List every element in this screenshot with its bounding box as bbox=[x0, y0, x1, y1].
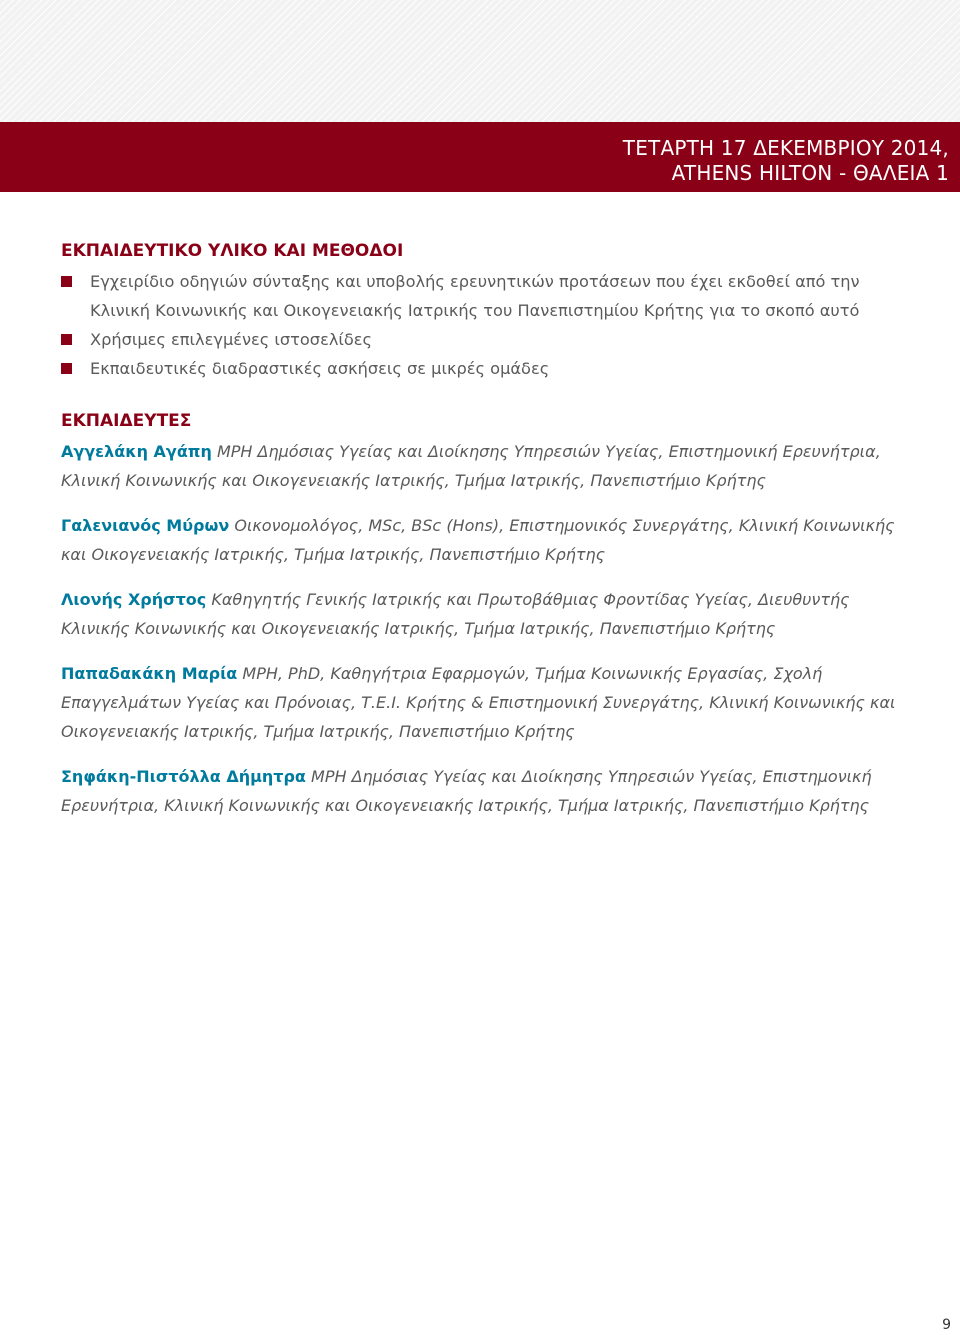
list-item bbox=[61, 325, 921, 354]
trainer-entry bbox=[61, 585, 921, 643]
trainer-description: Οικονομολόγος, MSc, BSc (Hons), Επιστημονικός Συνεργάτης, Κλινική Κοινωνικής και Οικογενειακής Ιατρικής, Τμήμα Ιατρικής, Πανεπιστήμιο Κρήτης bbox=[61, 516, 895, 564]
trainer-description: Καθηγητής Γενικής Ιατρικής και Πρωτοβάθμιας Φροντίδας Υγείας, Διευθυντής Κλινικής Κοινωνικής και Οικογενειακής Ιατρικής, Τμήμα Ιατρικής, Πανεπιστήμιο Κρήτης bbox=[61, 590, 850, 638]
trainer-description: MPH Δημόσιας Υγείας και Διοίκησης Υπηρεσιών Υγείας, Επιστημονική Ερευνήτρια, Κλινική Κοινωνικής και Οικογενειακής Ιατρικής, Τμήμα Ιατρικής, Πανεπιστήμιο Κρήτης bbox=[61, 767, 872, 815]
banner-date: ΤΕΤΑΡΤΗ 17 ΔΕΚΕΜΒΡΙΟΥ 2014, bbox=[622, 136, 949, 160]
banner-venue: ATHENS HILTON - ΘΑΛΕΙΑ 1 bbox=[671, 161, 949, 185]
trainers-title: ΕΚΠΑΙΔΕΥΤΕΣ bbox=[61, 411, 192, 431]
trainer-name: Γαλενιανός Μύρων bbox=[61, 516, 230, 535]
trainer-description: MPH, PhD, Καθηγήτρια Εφαρμογών, Τμήμα Κοινωνικής Εργασίας, Σχολή Επαγγελμάτων Υγείας και Πρόνοιας, Τ.Ε.Ι. Κρήτης & Επιστημονική Συνεργάτης, Κλινική Κοινωνικής και Οικογενειακής Ιατρικής, Τμήμα Ιατρικής, Πανεπιστήμιο Κρήτης bbox=[61, 664, 896, 741]
list-item bbox=[61, 354, 921, 383]
list-item-text: Χρήσιμες επιλεγμένες ιστοσελίδες bbox=[90, 330, 373, 349]
trainer-name: Αγγελάκη Αγάπη bbox=[61, 442, 212, 461]
trainer-name: Λιονής Χρήστος bbox=[61, 590, 207, 609]
page-content bbox=[61, 239, 921, 836]
list-item-text: Εγχειρίδιο οδηγιών σύνταξης και υποβολής ερευνητικών προτάσεων που έχει εκδοθεί από την Κλινική Κοινωνικής και Οικογενειακής Ιατρικής του Πανεπιστημίου Κρήτης για το σκοπό αυτό bbox=[90, 272, 860, 320]
trainer-name: Σηφάκη-Πιστόλλα Δήμητρα bbox=[61, 767, 306, 786]
trainer-name: Παπαδακάκη Μαρία bbox=[61, 664, 238, 683]
trainer-entry bbox=[61, 762, 921, 820]
materials-title: ΕΚΠΑΙΔΕΥΤΙΚΟ ΥΛΙΚΟ ΚΑΙ ΜΕΘΟΔΟΙ bbox=[61, 241, 404, 261]
page-number: 9 bbox=[942, 1317, 951, 1333]
materials-list bbox=[61, 267, 921, 383]
trainer-entry bbox=[61, 437, 921, 495]
list-item bbox=[61, 267, 921, 325]
trainer-entry bbox=[61, 511, 921, 569]
list-item-text: Εκπαιδευτικές διαδραστικές ασκήσεις σε μικρές ομάδες bbox=[90, 359, 550, 378]
trainer-description: MPH Δημόσιας Υγείας και Διοίκησης Υπηρεσιών Υγείας, Επιστημονική Ερευνήτρια, Κλινική Κοινωνικής και Οικογενειακής Ιατρικής, Τμήμα Ιατρικής, Πανεπιστήμιο Κρήτης bbox=[61, 442, 881, 490]
square-bullet-icon bbox=[61, 363, 72, 374]
header-pattern bbox=[0, 0, 960, 122]
trainer-entry bbox=[61, 659, 921, 746]
square-bullet-icon bbox=[61, 334, 72, 345]
square-bullet-icon bbox=[61, 276, 72, 287]
date-venue-banner bbox=[0, 122, 960, 192]
